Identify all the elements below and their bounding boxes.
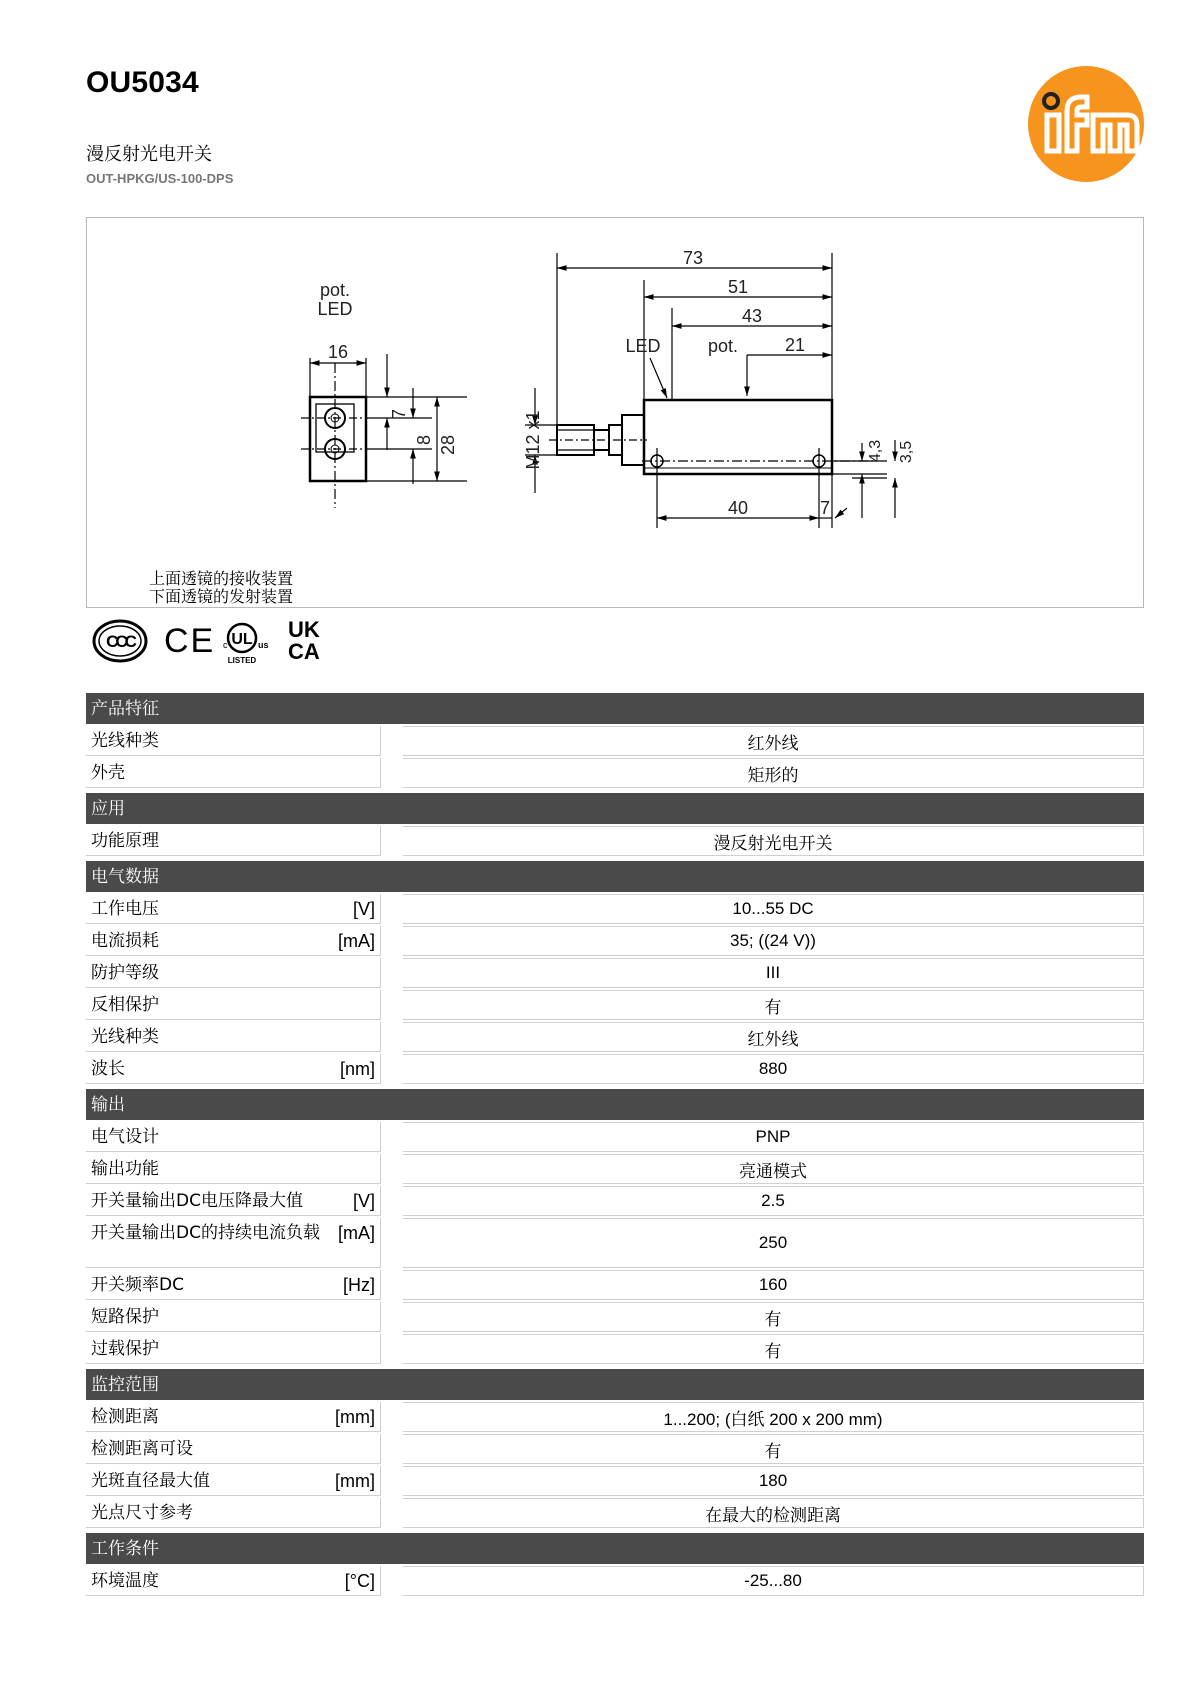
spec-unit: [mA] [337, 931, 375, 951]
spec-label-cell [86, 1498, 381, 1528]
spec-row [86, 1154, 1144, 1184]
spec-label: 检测距离可设 [91, 1439, 193, 1459]
spec-value: III [403, 958, 1144, 988]
spec-label: 电流损耗 [91, 931, 159, 951]
caption-receiver: 上面透镜的接收装置 [149, 569, 294, 588]
spec-label-cell [86, 1218, 381, 1268]
spec-label: 外壳 [91, 763, 125, 783]
spec-row [86, 926, 1144, 956]
spec-value: 矩形的 [403, 758, 1144, 788]
spec-row [86, 1270, 1144, 1300]
spec-row [86, 1122, 1144, 1152]
spec-unit: [V] [352, 1191, 375, 1211]
section-header: 工作条件 [86, 1533, 1144, 1564]
spec-label-cell [86, 1466, 381, 1496]
spec-label: 输出功能 [91, 1159, 159, 1179]
spec-row [86, 1218, 1144, 1268]
ul-listed-mark-icon [223, 624, 269, 665]
ukca-mark-icon [288, 617, 320, 664]
spec-row [86, 1402, 1144, 1432]
spec-value: 10...55 DC [403, 894, 1144, 924]
spec-value: 有 [403, 1302, 1144, 1332]
spec-value: 有 [403, 990, 1144, 1020]
spec-label-cell [86, 990, 381, 1020]
spec-label-cell [86, 1186, 381, 1216]
product-title: OU5034 [86, 66, 199, 99]
spec-label-cell [86, 826, 381, 856]
spec-value: 250 [403, 1218, 1144, 1268]
spec-label-cell [86, 1402, 381, 1432]
side-housing [644, 400, 832, 474]
drawing-svg [87, 218, 1145, 609]
spec-label-cell [86, 1154, 381, 1184]
spec-value: 有 [403, 1434, 1144, 1464]
spec-value: 漫反射光电开关 [403, 826, 1144, 856]
dim-43: 43 [741, 306, 763, 326]
spec-value: -25...80 [403, 1566, 1144, 1596]
spec-unit: [mm] [335, 1407, 375, 1427]
dim-4-3: 4,3 [867, 439, 884, 463]
spec-label: 波长 [91, 1059, 125, 1079]
ul-text: UL [231, 631, 253, 648]
spec-label-cell [86, 894, 381, 924]
dim-7: 7 [389, 408, 409, 420]
spec-label: 开关量输出DC的持续电流负载 [91, 1223, 320, 1243]
spec-row [86, 1498, 1144, 1528]
dim-73: 73 [682, 248, 704, 268]
product-subtitle: 漫反射光电开关 [86, 144, 212, 165]
spec-row [86, 1186, 1144, 1216]
spec-label: 电气设计 [91, 1127, 159, 1147]
ukca-top-text: UK [288, 617, 320, 642]
spec-label-cell [86, 1334, 381, 1364]
spec-label: 环境温度 [91, 1571, 159, 1591]
dim-thread: M12 x1 [523, 410, 543, 470]
spec-label: 检测距离 [91, 1407, 159, 1427]
spec-row [86, 758, 1144, 788]
spec-row [86, 1434, 1144, 1464]
spec-label: 光线种类 [91, 731, 159, 751]
section-header: 输出 [86, 1089, 1144, 1120]
spec-unit: [mA] [337, 1223, 375, 1243]
label-pot-front: pot. [319, 280, 351, 300]
spec-label: 光斑直径最大值 [91, 1471, 210, 1491]
spec-value: 有 [403, 1334, 1144, 1364]
spec-row [86, 1334, 1144, 1364]
dim-8: 8 [414, 434, 434, 446]
caption-emitter: 下面透镜的发射装置 [149, 587, 294, 606]
dim-16: 16 [327, 342, 349, 362]
spec-row [86, 990, 1144, 1020]
ukca-bottom-text: CA [288, 639, 320, 664]
dim-3-5: 3,5 [898, 440, 915, 464]
spec-unit: [mm] [335, 1471, 375, 1491]
spec-value: 2.5 [403, 1186, 1144, 1216]
dim-21: 21 [784, 335, 806, 355]
spec-value: 1...200; (白纸 200 x 200 mm) [403, 1402, 1144, 1432]
spec-label: 功能原理 [91, 831, 159, 851]
spec-row [86, 1054, 1144, 1084]
section-header: 应用 [86, 793, 1144, 824]
spec-row [86, 1466, 1144, 1496]
spec-value: 880 [403, 1054, 1144, 1084]
spec-row [86, 1566, 1144, 1596]
section-header: 监控范围 [86, 1369, 1144, 1400]
spec-label: 开关频率DC [91, 1275, 184, 1295]
spec-unit: [nm] [339, 1059, 375, 1079]
spec-value: 亮通模式 [403, 1154, 1144, 1184]
spec-value: 180 [403, 1466, 1144, 1496]
spec-row [86, 1302, 1144, 1332]
dim-7-side: 7 [819, 498, 831, 518]
ul-c-text: c [223, 640, 228, 650]
spec-value: PNP [403, 1122, 1144, 1152]
label-led-front: LED [317, 299, 353, 319]
spec-value: 在最大的检测距离 [403, 1498, 1144, 1528]
spec-row [86, 958, 1144, 988]
spec-label-cell [86, 1122, 381, 1152]
label-led-side: LED [625, 336, 661, 356]
spec-value: 红外线 [403, 1022, 1144, 1052]
ifm-logo [1027, 65, 1145, 183]
spec-label-cell [86, 958, 381, 988]
spec-label-cell [86, 926, 381, 956]
spec-label: 过载保护 [91, 1339, 159, 1359]
spec-value: 160 [403, 1270, 1144, 1300]
label-pot-side: pot. [707, 336, 739, 356]
spec-label-cell [86, 1566, 381, 1596]
ccc-text: CCC [106, 632, 134, 651]
spec-unit: [°C] [344, 1571, 375, 1591]
spec-table [86, 693, 1144, 1596]
spec-row [86, 826, 1144, 856]
spec-label: 短路保护 [91, 1307, 159, 1327]
spec-unit: [Hz] [342, 1275, 375, 1295]
spec-row [86, 726, 1144, 756]
spec-label-cell [86, 1022, 381, 1052]
spec-label: 防护等级 [91, 963, 159, 983]
section-header: 电气数据 [86, 861, 1144, 892]
spec-label: 光线种类 [91, 1027, 159, 1047]
spec-label-cell [86, 1270, 381, 1300]
ccc-mark-icon [94, 621, 146, 661]
certification-marks [92, 614, 332, 666]
ul-us-text: us [258, 640, 269, 650]
spec-value: 红外线 [403, 726, 1144, 756]
product-code: OUT-HPKG/US-100-DPS [86, 171, 234, 186]
spec-label-cell [86, 726, 381, 756]
ce-mark-icon [164, 622, 215, 660]
spec-label-cell [86, 1302, 381, 1332]
spec-value: 35; ((24 V)) [403, 926, 1144, 956]
ul-listed-text: LISTED [227, 656, 257, 665]
dimension-drawing [86, 217, 1144, 608]
spec-label-cell [86, 1054, 381, 1084]
spec-row [86, 894, 1144, 924]
dim-28: 28 [438, 434, 458, 456]
spec-unit: [V] [352, 899, 375, 919]
section-header: 产品特征 [86, 693, 1144, 724]
dim-40: 40 [727, 498, 749, 518]
spec-label: 工作电压 [91, 899, 159, 919]
spec-label-cell [86, 758, 381, 788]
ce-text: CE [164, 622, 216, 660]
spec-label: 反相保护 [91, 995, 159, 1015]
dim-51: 51 [727, 277, 749, 297]
spec-label: 光点尺寸参考 [91, 1503, 193, 1523]
spec-row [86, 1022, 1144, 1052]
spec-label: 开关量输出DC电压降最大值 [91, 1191, 303, 1211]
spec-label-cell [86, 1434, 381, 1464]
